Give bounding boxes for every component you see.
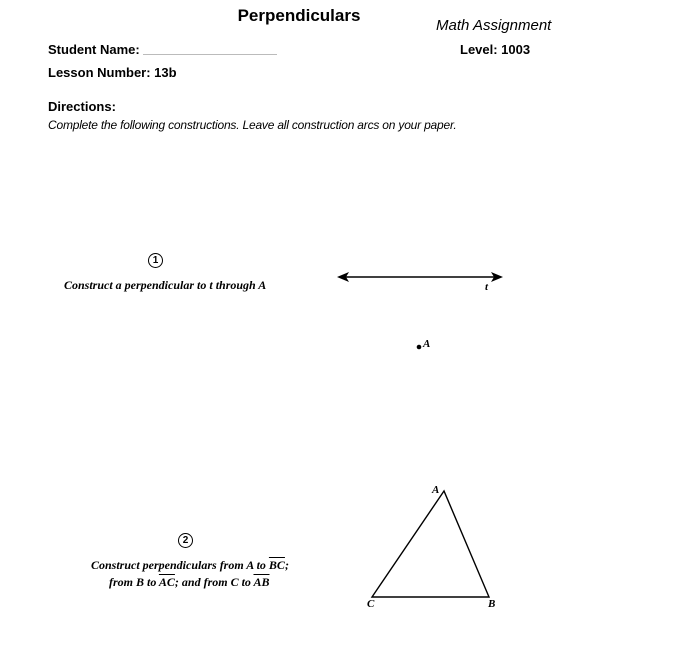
line-t bbox=[337, 272, 503, 282]
lesson-number-label: Lesson Number: 13b bbox=[48, 65, 177, 80]
directions-heading: Directions: bbox=[48, 99, 116, 114]
subject-label: Math Assignment bbox=[436, 17, 552, 34]
vertex-c-label: C bbox=[367, 598, 375, 610]
point-a bbox=[417, 345, 422, 350]
problem-1-prompt: Construct a perpendicular to t through A bbox=[64, 278, 267, 292]
prompt-text: from B to bbox=[109, 575, 159, 589]
point-a-label: A bbox=[423, 338, 431, 350]
segment-bc: $\overline{BC}$ bbox=[268, 558, 285, 572]
student-name-label: Student Name: bbox=[48, 42, 140, 57]
line-t-label: t bbox=[485, 281, 489, 293]
vertex-a-label: A bbox=[432, 484, 440, 496]
level-label: Level: 1003 bbox=[460, 42, 531, 57]
page-title: Perpendiculars bbox=[237, 6, 361, 25]
prompt-text: ; bbox=[284, 558, 289, 572]
prompt-text: ; and from C to bbox=[174, 575, 254, 589]
segment-ab: $\overline{AB}$ bbox=[253, 575, 270, 589]
triangle-abc bbox=[372, 491, 489, 597]
problem-2-number: 2 bbox=[178, 533, 193, 548]
prompt-text: Construct perpendiculars from A to bbox=[91, 558, 269, 572]
vertex-b-label: B bbox=[488, 598, 496, 610]
directions-text: Complete the following constructions. Leave all construction arcs on your paper. bbox=[48, 118, 457, 132]
problem-1-number: 1 bbox=[148, 253, 163, 268]
segment-ac: $\overline{AC}$ bbox=[158, 575, 175, 589]
